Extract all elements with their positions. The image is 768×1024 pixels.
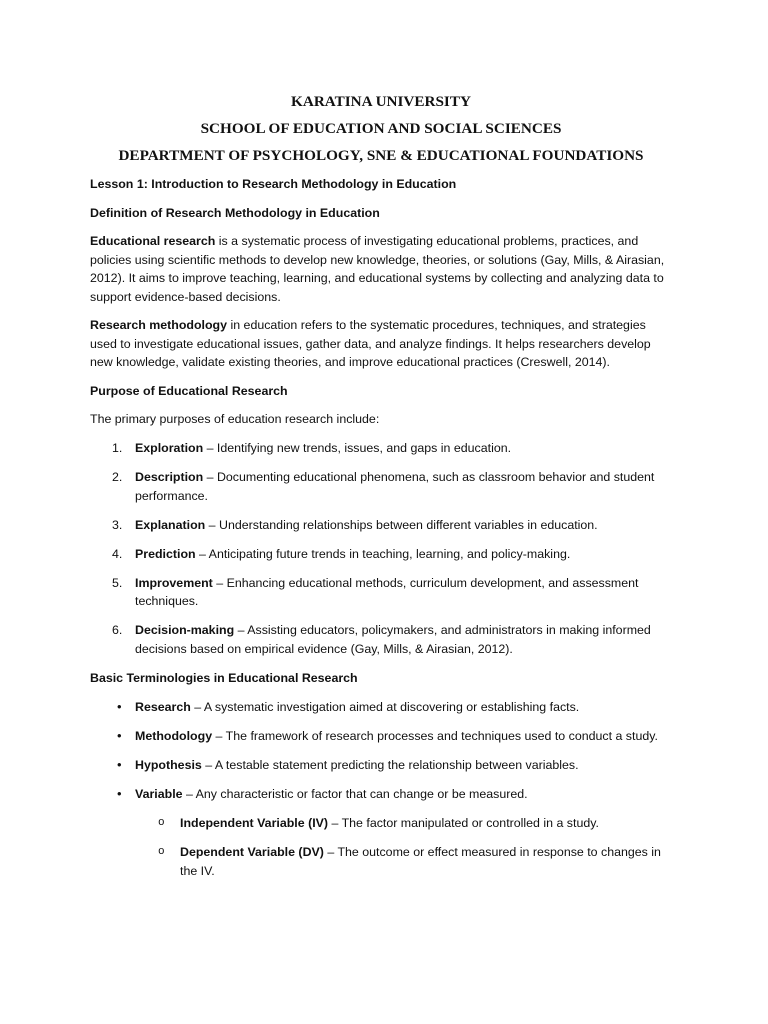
item-text: – A systematic investigation aimed at discovering or establishing facts.: [190, 700, 580, 714]
list-item: [90, 785, 672, 804]
terminology-heading: Basic Terminologies in Educational Research: [90, 671, 358, 685]
list-item: [90, 621, 672, 658]
list-item: [90, 756, 672, 775]
item-term: Research: [135, 700, 191, 714]
list-item: [90, 545, 672, 564]
definition-heading: Definition of Research Methodology in Education: [90, 205, 380, 220]
list-number: 2.: [112, 470, 123, 484]
list-number: 6.: [112, 623, 123, 637]
item-term: Dependent Variable (DV): [180, 845, 324, 859]
item-term: Variable: [135, 787, 183, 801]
item-term: Hypothesis: [135, 758, 202, 772]
item-text: – Assisting educators, policymakers, and administrators in making informed decisions based on empirical evidence (Gay, Mills, & Airasian, 2012).: [135, 623, 651, 656]
term-educational-research: Educational research: [90, 234, 216, 248]
list-item: [90, 727, 672, 746]
terminology-list: [90, 698, 672, 804]
lesson-title: Lesson 1: Introduction to Research Methodology in Education: [90, 177, 457, 191]
list-item: [90, 468, 672, 505]
purpose-list: [90, 439, 672, 658]
item-term: Prediction: [135, 546, 196, 561]
sub-list-item: [90, 814, 672, 833]
item-term: Methodology: [135, 729, 213, 743]
list-item: [90, 574, 672, 611]
item-text: – Identifying new trends, issues, and gaps in education.: [203, 441, 512, 455]
item-text: – A testable statement predicting the relationship between variables.: [201, 758, 579, 772]
sub-bullet-icon: o: [158, 817, 165, 829]
item-text: – Documenting educational phenomena, such as classroom behavior and student performance.: [135, 470, 655, 503]
item-term: Independent Variable (IV): [180, 816, 329, 830]
list-number: 4.: [112, 546, 123, 561]
department-name: DEPARTMENT OF PSYCHOLOGY, SNE & EDUCATIONAL FOUNDATIONS: [118, 147, 644, 164]
item-text: – Anticipating future trends in teaching, learning, and policy-making.: [195, 546, 571, 561]
paragraph-text: in education refers to the systematic procedures, techniques, and strategies used to investigate educational issues, gather data, and analyze findings. It helps researchers develop new knowledge, validate existing theories, and improve educational practices (Creswell, 2014).: [90, 318, 651, 369]
purpose-intro: The primary purposes of education research include:: [90, 412, 380, 426]
item-term: Explanation: [135, 517, 206, 532]
list-item: [90, 516, 672, 535]
list-number: 5.: [112, 575, 123, 590]
term-research-methodology: Research methodology: [90, 318, 228, 332]
item-term: Improvement: [135, 575, 213, 590]
item-term: Description: [135, 470, 204, 484]
item-text: – The factor manipulated or controlled in a study.: [328, 816, 599, 830]
definition-paragraph-2: [90, 316, 672, 372]
item-text: – The outcome or effect measured in response to changes in the IV.: [180, 845, 661, 878]
school-name: SCHOOL OF EDUCATION AND SOCIAL SCIENCES: [200, 120, 562, 137]
list-number: 3.: [112, 517, 123, 532]
bullet-icon: •: [117, 728, 122, 743]
item-term: Exploration: [135, 441, 204, 455]
list-item: [90, 698, 672, 717]
sub-list-item: [90, 843, 672, 880]
variable-sublist: [90, 814, 672, 880]
bullet-icon: •: [117, 699, 122, 714]
item-text: – The framework of research processes and techniques used to conduct a study.: [212, 729, 658, 743]
university-name: KARATINA UNIVERSITY: [291, 93, 471, 110]
list-number: 1.: [112, 441, 123, 455]
bullet-icon: •: [117, 757, 122, 772]
item-text: – Any characteristic or factor that can change or be measured.: [182, 787, 528, 801]
definition-paragraph-1: [90, 232, 672, 306]
sub-bullet-icon: o: [158, 846, 165, 858]
purpose-heading: Purpose of Educational Research: [90, 383, 288, 398]
bullet-icon: •: [117, 786, 122, 801]
list-item: [90, 439, 672, 458]
item-text: – Enhancing educational methods, curriculum development, and assessment techniques.: [135, 575, 639, 608]
item-text: – Understanding relationships between different variables in education.: [205, 517, 598, 532]
item-term: Decision-making: [135, 623, 235, 637]
paragraph-text: is a systematic process of investigating educational problems, practices, and policies using scientific methods to develop new knowledge, theories, or solutions (Gay, Mills, & Airasian, 2012). It aims to improve teaching, learning, and educational systems by collecting and analyzing data to support evidence-based decisions.: [90, 234, 665, 304]
